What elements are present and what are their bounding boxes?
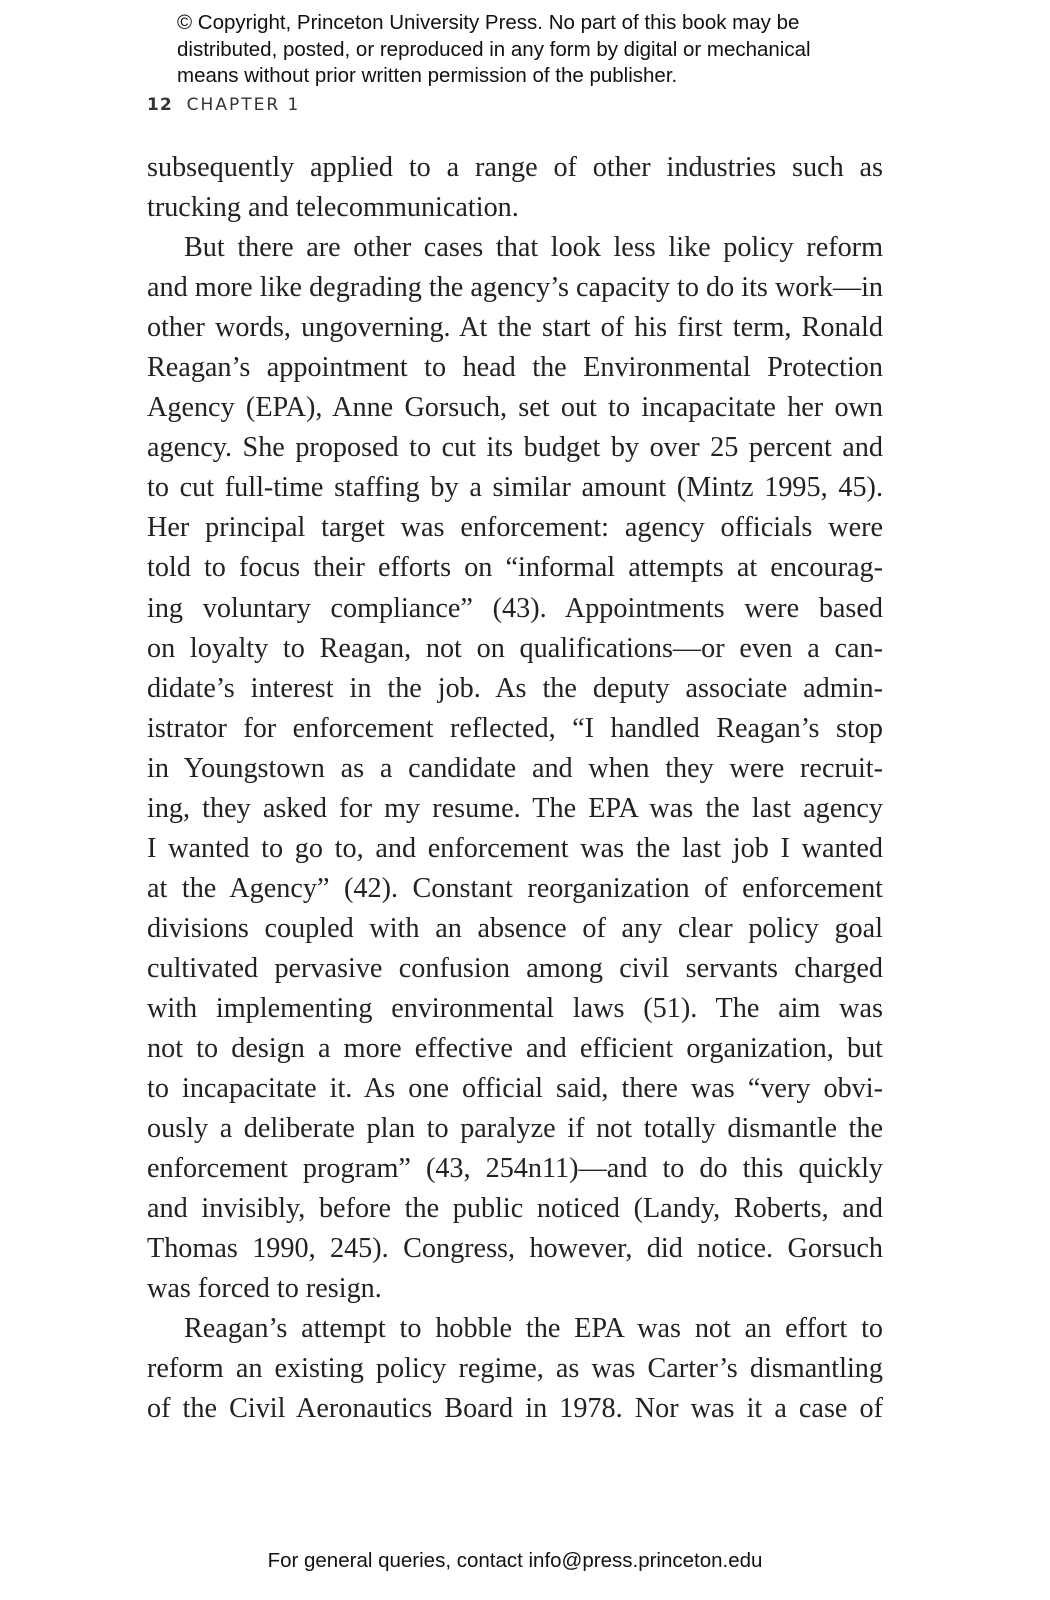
text-line: subsequently applied to a range of other industries such as [147,152,883,183]
text-line: other words, ungoverning. At the start of his first term, Ronald [147,312,883,344]
text-line: on loyalty to Reagan, not on qualifications—or even a can- [147,632,883,664]
text-line: ing, they asked for my resume. The EPA was the last agency [147,792,883,824]
copyright-notice [177,10,877,90]
text-line: in Youngstown as a candidate and when they were recruit- [147,752,883,784]
text-line: Reagan’s appointment to head the Environmental Protection [147,352,883,384]
text-line: ing voluntary compliance” (43). Appointments were based [147,592,883,624]
text-line: of the Civil Aeronautics Board in 1978. Nor was it a case of [147,1393,883,1425]
footer-contact: For general queries, contact info@press.princeton.edu [267,1549,763,1572]
text-line: Reagan’s attempt to hobble the EPA was not an effort to [184,1313,883,1345]
text-line: Her principal target was enforcement: agency officials were [147,512,883,544]
copyright-line: distributed, posted, or reproduced in any form by digital or mechanical [177,37,811,61]
text-line: didate’s interest in the job. As the deputy associate admin- [147,672,883,704]
text-line: ously a deliberate plan to paralyze if not totally dismantle the [147,1113,883,1145]
copyright-line: means without prior written permission of the publisher. [177,64,678,87]
text-line: istrator for enforcement reflected, “I handled Reagan’s stop [147,712,883,744]
text-line: was forced to resign. [147,1273,382,1305]
text-line: with implementing environmental laws (51). The aim was [147,992,883,1024]
text-line: divisions coupled with an absence of any clear policy goal [147,912,883,944]
text-line: I wanted to go to, and enforcement was the last job I wanted [147,832,883,864]
text-line: trucking and telecommunication. [147,192,519,224]
text-line: not to design a more effective and efficient organization, but [147,1033,883,1065]
text-line: to cut full-time staffing by a similar amount (Mintz 1995, 45). [147,472,883,504]
text-line: told to focus their efforts on “informal attempts at encourag- [147,552,883,584]
page-number: 12 [147,95,173,115]
copyright-line: © Copyright, Princeton University Press. No part of this book may be [177,11,800,34]
text-line: agency. She proposed to cut its budget by over 25 percent and [147,432,883,464]
text-line: Agency (EPA), Anne Gorsuch, set out to incapacitate her own [147,392,883,424]
running-head [147,95,300,115]
text-line: at the Agency” (42). Constant reorganization of enforcement [147,872,883,904]
text-line: cultivated pervasive confusion among civil servants charged [147,952,883,984]
body-text [147,148,883,1430]
text-line: Thomas 1990, 245). Congress, however, did notice. Gorsuch [147,1233,883,1265]
text-line: But there are other cases that look less like policy reform [184,232,883,264]
text-line: and invisibly, before the public noticed (Landy, Roberts, and [147,1193,883,1225]
text-line: reform an existing policy regime, as was Carter’s dismantling [147,1353,883,1385]
text-line: enforcement program” (43, 254n11)—and to do this quickly [147,1153,883,1185]
chapter-label: CHAPTER 1 [186,95,301,115]
text-line: and more like degrading the agency’s capacity to do its work—in [147,272,883,304]
text-line: to incapacitate it. As one official said, there was “very obvi- [147,1073,883,1105]
